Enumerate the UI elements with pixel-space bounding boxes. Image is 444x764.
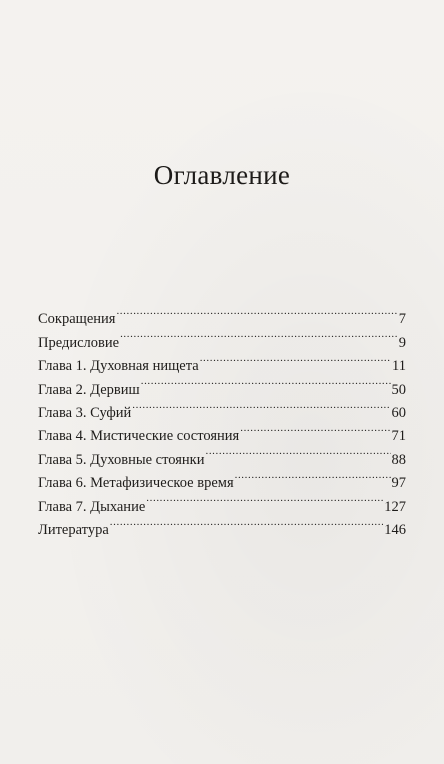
toc-entry-title: Глава 4. Мистические состояния <box>38 428 240 445</box>
toc-entry-page: 50 <box>391 381 406 398</box>
toc-entry-title: Глава 7. Дыхание <box>38 498 146 515</box>
toc-entry-title: Глава 3. Суфий <box>38 404 132 421</box>
dot-leader <box>141 370 391 393</box>
toc-entry-page: 146 <box>384 521 406 538</box>
toc-entry-title: Глава 2. Дервиш <box>38 381 140 398</box>
dot-leader <box>146 487 383 510</box>
toc-entry-page: 7 <box>398 311 406 328</box>
toc-entry-page: 11 <box>392 358 406 375</box>
dot-leader <box>200 347 391 370</box>
toc-entry-page: 97 <box>391 475 406 492</box>
toc-entry-page: 71 <box>391 428 406 445</box>
toc-entry-title: Глава 5. Духовные стоянки <box>38 451 205 468</box>
dot-leader <box>235 464 391 487</box>
toc-entry-title: Глава 1. Духовная нищета <box>38 358 199 375</box>
toc-entry-title: Литература <box>38 521 109 538</box>
toc-entry-title: Сокращения <box>38 311 116 328</box>
table-of-contents <box>38 300 406 538</box>
page-title: Оглавление <box>153 160 291 190</box>
toc-entry-page: 9 <box>398 334 406 351</box>
toc-entry-title: Глава 6. Метафизическое время <box>38 475 234 492</box>
toc-entry-title: Предисловие <box>38 334 120 351</box>
dot-leader <box>120 323 398 346</box>
dot-leader <box>205 440 390 463</box>
dot-leader <box>240 417 390 440</box>
toc-entry-page: 127 <box>384 498 406 515</box>
toc-entry <box>38 300 406 328</box>
dot-leader <box>110 511 383 534</box>
dot-leader <box>116 300 397 323</box>
toc-entry-page: 60 <box>391 404 406 421</box>
dot-leader <box>132 394 390 417</box>
toc-entry-page: 88 <box>391 451 406 468</box>
